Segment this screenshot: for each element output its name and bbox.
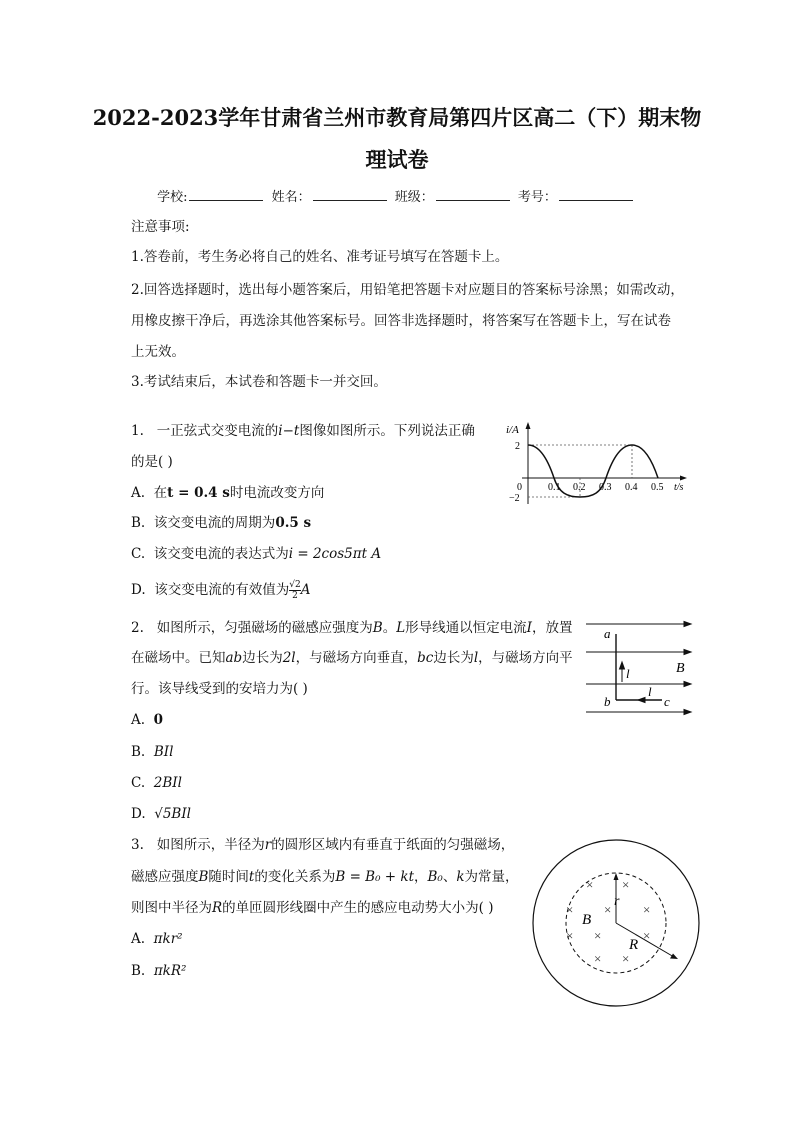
q2-option-b-label: B. [131,744,146,760]
q2-option-b[interactable] [131,743,173,761]
q3-option-b-label: B. [131,963,146,979]
q2-l2-text-b: 边长为 [242,650,283,666]
q2-option-c-label: C. [131,775,146,791]
q3-l2-text-d: ， [414,869,428,885]
label-r: r [614,894,620,909]
notice-item-3: 3.考试结束后，本试卷和答题卡一并交回。 [131,374,387,390]
q1-option-a-math: t = 0.4 s [167,485,230,501]
notice-item-2-line1: 2.回答选择题时，选出每小题答案后，用铅笔把答题卡对应题目的答案标号涂黑；如需改动， [131,282,684,298]
q2-option-a[interactable] [131,711,163,729]
q1-option-b-label: B. [131,515,146,531]
q1-option-a-text-a: 在 [153,485,168,501]
graph-y-tick-top: 2 [515,441,520,452]
graph-x-tick-0.5: 0.5 [651,482,664,493]
q3-option-a-math: πkr² [153,931,183,947]
q1-current-time-graph [502,418,692,508]
q2-l1-text-c: 形导线通以恒定电流 [405,620,527,636]
q1-option-c-label: C. [131,546,146,562]
q2-option-d-label: D. [131,806,146,822]
cross-3: × [566,902,574,917]
radius-r-arrow [614,873,619,880]
q3-option-a[interactable] [131,930,183,948]
q2-l2-math-4: l [473,650,479,666]
cross-9: × [594,951,602,966]
label-B: B [582,912,592,928]
student-info-row [0,186,794,205]
length-marker-vertical-arrow [620,662,625,669]
q2-stem-line1 [131,619,573,637]
cross-6: × [566,928,574,943]
q3-l2-text-a: 磁感应强度 [131,869,199,885]
q3-stem-line2 [131,868,519,886]
id-blank[interactable] [559,188,633,201]
q2-l1-math-3: I [526,620,532,636]
radius-R-arrow [670,954,678,960]
q1-option-d-numerator: √2 [289,580,301,590]
q2-option-c-math: 2BIl [153,775,182,791]
graph-x-label: t/s [674,482,684,493]
q2-l2-math-2: 2l [282,650,296,666]
label-l-vertical: l [626,666,630,681]
q2-option-d-math: √5BIl [154,806,191,822]
q2-l1-math-1: B [372,620,383,636]
name-label: 姓名： [271,190,311,205]
field-line-3-arrow [684,682,691,687]
q1-option-b[interactable] [131,514,311,532]
q3-l2-math-2: t [248,869,255,885]
q1-option-c-math: i = 2cos5πt A [288,546,382,562]
field-line-1-arrow [684,622,691,627]
cross-10: × [622,951,630,966]
q2-stem-line3: 行。该导线受到的安培力为( ) [131,681,308,697]
q2-l1-text-d: ，放置 [532,620,573,636]
q3-l3-math-1: R [212,900,223,916]
q2-l1-math-2: L [396,620,406,636]
q3-l2-text-c: 的变化关系为 [254,869,336,885]
graph-origin-label: 0 [517,482,522,493]
field-line-4-arrow [684,710,691,715]
graph-x-tick-0.1: 0.1 [548,482,561,493]
q2-l1-text-a: 如图所示，匀强磁场的磁感应强度为 [156,620,373,636]
q3-l2-math-4: B₀ [427,869,443,885]
q1-option-c-text: 该交变电流的表达式为 [153,546,289,562]
label-l-horizontal: l [648,684,652,699]
notice-heading: 注意事项: [131,219,190,235]
id-label: 考号： [517,190,557,205]
q1-option-d-label: D. [131,582,146,598]
q1-number: 1. [131,423,144,439]
graph-x-tick-0.2: 0.2 [573,482,586,493]
notice-item-2-line3: 上无效。 [131,344,185,360]
q1-stem-line1 [131,422,475,440]
class-label: 班级： [394,190,434,205]
q3-stem-line1 [131,836,514,854]
q1-option-d[interactable] [131,580,310,601]
graph-y-label: i/A [506,424,519,436]
q1-option-d-fraction [289,580,300,601]
q1-option-b-math: 0.5 s [275,515,312,531]
q1-option-d-text: 该交变电流的有效值为 [154,582,290,598]
label-B: B [676,661,685,676]
cross-5: × [643,902,651,917]
q1-stem-text-a: 一正弦式交变电流的 [156,423,279,439]
current-arrow-bc [638,698,645,703]
q2-l2-text-d: 边长为 [433,650,474,666]
q1-option-a-label: A. [131,485,146,501]
school-blank[interactable] [189,188,263,201]
q2-option-b-math: BIl [153,744,174,760]
q3-option-b[interactable] [131,962,186,980]
cross-1: × [586,877,594,892]
label-a: a [604,626,611,641]
notice-item-1: 1.答卷前，考生务必将自己的姓名、准考证号填写在答题卡上。 [131,249,509,265]
q2-magnetic-field-figure [586,612,694,720]
q3-stem-line3 [131,899,494,917]
q2-l2-text-e: ，与磁场方向平 [478,650,573,666]
paper-title-line2: 理试卷 [365,147,429,172]
q2-l2-text-c: ，与磁场方向垂直， [295,650,418,666]
label-c: c [664,694,670,709]
q3-l1-text-b: 的圆形区域内有垂直于纸面的匀强磁场， [271,837,515,853]
q3-l2-text-e: 、 [442,869,457,885]
q3-l2-math-3: B = B₀ + kt [335,869,415,885]
name-blank[interactable] [313,188,387,201]
q3-l1-text-a: 如图所示，半径为 [156,837,265,853]
q2-l2-math-1: ab [225,650,243,666]
class-blank[interactable] [436,188,510,201]
cross-7: × [594,928,602,943]
q2-option-d[interactable] [131,805,191,823]
q2-stem-line2 [131,649,573,667]
q1-option-d-denominator: 2 [292,591,298,601]
q3-l2-text-f: 为常量， [464,869,519,885]
q1-stem-line2: 的是( ) [131,454,173,470]
graph-x-tick-0.3: 0.3 [599,482,612,493]
q2-option-a-math: 0 [153,712,164,728]
graph-x-axis-arrow [680,476,687,481]
q1-option-b-text: 该交变电流的周期为 [153,515,276,531]
q1-option-a[interactable] [131,484,324,502]
q3-circular-field-figure [530,837,702,1009]
q3-l1-math-1: r [264,837,272,853]
q1-stem-text-b: 图像如图所示。下列说法正确 [299,423,475,439]
paper-title-line1: 2022-2023学年甘肃省兰州市教育局第四片区高二（下）期末物 [92,105,702,130]
q3-l3-text-b: 的单匝圆形线圈中产生的感应电动势大小为( ) [222,900,494,916]
q1-option-a-text-b: 时电流改变方向 [229,485,325,501]
graph-x-tick-0.4: 0.4 [625,482,638,493]
q1-stem-math: i−t [278,423,300,439]
label-b: b [604,694,611,709]
notice-item-2-line2: 用橡皮擦干净后，再选涂其他答案标号。回答非选择题时，将答案写在答题卡上，写在试卷 [131,313,671,329]
q2-l1-text-b: 。 [382,620,397,636]
label-R: R [629,937,639,953]
cross-4: × [604,902,612,917]
q3-l2-math-5: k [456,869,465,885]
graph-y-axis-arrow [526,422,531,429]
cross-8: × [643,928,651,943]
q2-number: 2. [131,620,144,636]
q3-number: 3. [131,837,144,853]
q3-l2-math-1: B [198,869,209,885]
field-line-2-arrow [684,650,691,655]
cross-2: × [622,877,630,892]
graph-y-tick-bottom: −2 [509,493,520,504]
q1-option-c[interactable] [131,545,381,563]
q2-option-a-label: A. [131,712,146,728]
q3-l2-text-b: 随时间 [208,869,249,885]
q2-option-c[interactable] [131,774,182,792]
q3-option-a-label: A. [131,931,146,947]
school-label: 学校: [157,190,188,205]
q2-l2-text-a: 在磁场中。已知 [131,650,226,666]
q3-option-b-math: πkR² [153,963,187,979]
q3-l3-text-a: 则图中半径为 [131,900,212,916]
q1-option-d-unit: A [300,582,311,598]
q2-l2-math-3: bc [417,650,434,666]
